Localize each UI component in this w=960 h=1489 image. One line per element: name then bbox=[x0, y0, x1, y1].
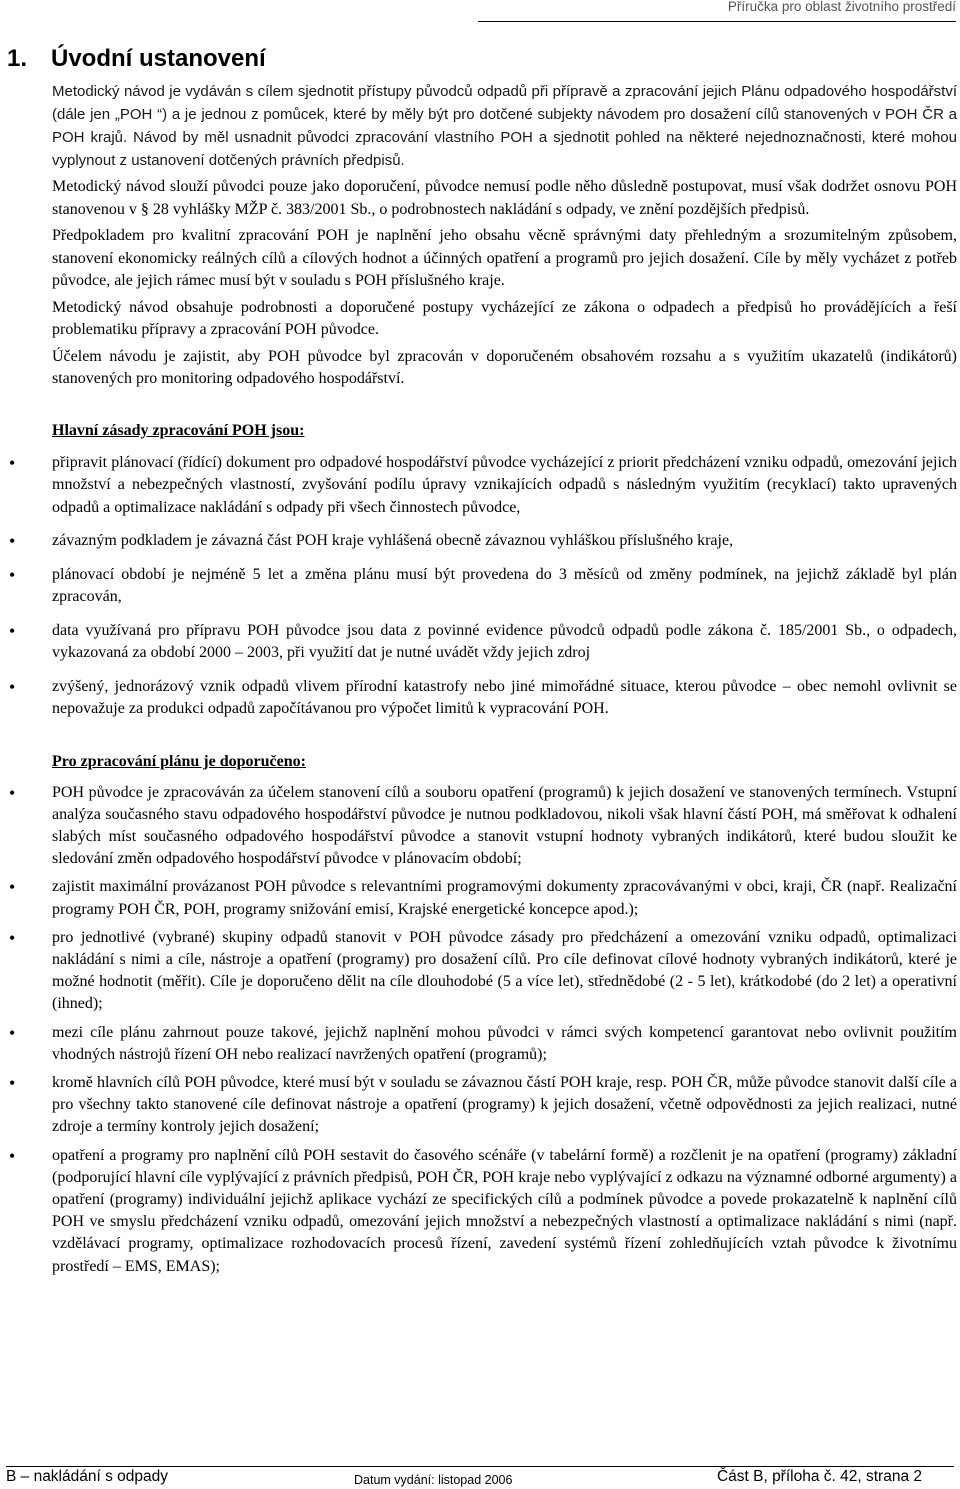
footer-section-label: B – nakládání s odpady bbox=[6, 1468, 169, 1485]
section-title: Úvodní ustanovení bbox=[51, 45, 266, 72]
list-item: • data využívaná pro přípravu POH původce jsou data z povinné evidence původců odpadů podle zákona č. 185/2001 Sb., o odpadech, vykazovaná za období 2000 – 2003, při využití dat je nutné uvádět vždy jejich zdroj bbox=[52, 620, 957, 665]
list-item: • kromě hlavních cílů POH původce, které musí být v souladu se závaznou částí POH kraje, resp. POH ČR, může původce stanovit další cíle a pro všechny takto stanovené cíle definovat nástroje a opatření (programy) k jejich dosažení, včetně odpovědnosti za jejich realizaci, nutné zdroje a termíny kontroly jejich dosažení; bbox=[52, 1072, 957, 1139]
intro-paragraph: Metodický návod je vydáván s cílem sjednotit přístupy původců odpadů při přípravě a zpracování jejich Plánu odpadového hospodářství (dále jen „POH “) a je jednou z pomůcek, které by měly být pro dotčené subjekty návodem pro dosažení cílů stanovených v POH ČR a POH krajů. Návod by měl usnadnit původci zpracování vlastního POH a sjednotit pohled na některé nejednoznačnosti, které mohou vyplynout z ustanovení dotčených právních předpisů. bbox=[52, 83, 957, 169]
running-header-title: Příručka pro oblast životního prostředí bbox=[727, 0, 956, 14]
recommendations-list bbox=[52, 782, 957, 1278]
running-header bbox=[478, 0, 956, 22]
intro-paragraph: Metodický návod obsahuje podrobnosti a doporučené postupy vycházející ze zákona o odpadech a předpisů ho provádějících a řeší problematiku přípravy a zpracování POH původce. bbox=[52, 298, 957, 338]
principles-list bbox=[52, 452, 957, 721]
list-item: • pro jednotlivé (vybrané) skupiny odpadů stanovit v POH původce zásady pro předcházení a omezování vzniku odpadů, optimalizaci nakládání s nimi a cíle, nástroje a opatření (programy) pro dosažení cílů. Pro cíle definovat cílové hodnoty vybraných indikátorů, které je možné hodnotit (měřit). Cíle je doporučeno dělit na cíle dlouhodobé (5 a více let), střednědobé (2 - 5 let), krátkodobé (do 2 let) a operativní (ihned); bbox=[52, 927, 957, 1016]
intro-paragraph: Účelem návodu je zajistit, aby POH původce byl zpracován v doporučeném obsahovém rozsahu a s využitím ukazatelů (indikátorů) stanovených pro monitoring odpadového hospodářství. bbox=[52, 347, 957, 387]
list-item: • mezi cíle plánu zahrnout pouze takové, jejichž naplnění mohou původci v rámci svých kompetencí garantovat nebo ovlivnit použitím vhodných nástrojů řízení OH nebo realizací navržených opatření (programů); bbox=[52, 1022, 957, 1066]
footer-page-reference: Část B, příloha č. 42, strana 2 bbox=[716, 1468, 922, 1485]
principles-heading: Hlavní zásady zpracování POH jsou: bbox=[52, 421, 305, 439]
footer-issue-date: Datum vydání: listopad 2006 bbox=[354, 1473, 513, 1487]
page-content bbox=[52, 80, 957, 1284]
list-item: • závazným podkladem je závazná část POH kraje vyhlášená obecně závaznou vyhláškou příslušného kraje, bbox=[52, 530, 957, 553]
intro-paragraph: Předpokladem pro kvalitní zpracování POH je naplnění jeho obsahu věcně správnými daty přehledným a srozumitelným způsobem, stanovení ekonomicky reálných cílů a cílových hodnot a účinných opatření a programů pro jejich dosažení. Cíle by měly vycházet z potřeb původce, ale jejich rámec musí být v souladu s POH příslušného kraje. bbox=[52, 227, 957, 289]
list-item: • zvýšený, jednorázový vznik odpadů vlivem přírodní katastrofy nebo jiné mimořádné situace, kterou původce – obec nemohl ovlivnit se nepovažuje za produkci odpadů započítávanou pro výpočet limitů k vypracování POH. bbox=[52, 676, 957, 721]
list-item: • zajistit maximální provázanost POH původce s relevantními programovými dokumenty zpracovávanými v obci, kraji, ČR (např. Realizační programy POH ČR, POH, programy snižování emisí, Krajské energetické koncepce apod.); bbox=[52, 876, 957, 920]
list-item: • opatření a programy pro naplnění cílů POH sestavit do časového scénáře (v tabelární formě) a rozčlenit je na opatření (programy) základní (podporující hlavní cíle vyplývající z právních předpisů, POH ČR, POH kraje nebo vyplývající z odkazu na významné odborné argumenty) a opatření (programy) individuální jejichž aplikace vychází ze specifických cílů a podmínek původce a povede prokazatelně k naplnění cílů POH ve smyslu předcházení vzniku odpadů, omezování jejich množství a nebezpečných vlastností a optimalizace nakládání s nimi (např. vzdělávací programy, optimalizace rozhodovacích procesů řízení, zavedení systémů řízení zohledňujících vztah původce k životnímu prostředí – EMS, EMAS); bbox=[52, 1145, 957, 1278]
list-item: • plánovací období je nejméně 5 let a změna plánu musí být provedena do 3 měsíců od změny podmínek, na jejichž základě byl plán zpracován, bbox=[52, 564, 957, 609]
section-heading bbox=[7, 44, 907, 74]
section-number: 1. bbox=[7, 45, 28, 72]
list-item: • POH původce je zpracováván za účelem stanovení cílů a souboru opatření (programů) k jejich dosažení ve stanovených termínech. Vstupní analýza současného stavu odpadového hospodářství původce je nutnou podkladovou, nikoli však hlavní částí POH, má směřovat k odhalení slabých míst současného odpadového hospodářství původce a stanovit vstupní hodnoty vybraných indikátorů, které budou sloužit ke sledování změn odpadového hospodářství původce v plánovacím období; bbox=[52, 782, 957, 871]
page-footer bbox=[6, 1466, 954, 1489]
intro-paragraph: Metodický návod slouží původci pouze jako doporučení, původce nemusí podle něho důsledně postupovat, musí však dodržet osnovu POH stanovenou v § 28 vyhlášky MŽP č. 383/2001 Sb., o podrobnostech nakládání s odpady, ve znění pozdějších předpisů. bbox=[52, 178, 957, 218]
list-item: • připravit plánovací (řídící) dokument pro odpadové hospodářství původce vycházející z priorit předcházení vzniku odpadů, omezování jejich množství a nebezpečných vlastností, zvyšování podílu úpravy vznikajících odpadů s následným využitím (recyklací) takto upravených odpadů a optimalizace nakládání s odpady při všech činnostech původce, bbox=[52, 452, 957, 520]
recommendations-heading: Pro zpracování plánu je doporučeno: bbox=[52, 752, 306, 770]
